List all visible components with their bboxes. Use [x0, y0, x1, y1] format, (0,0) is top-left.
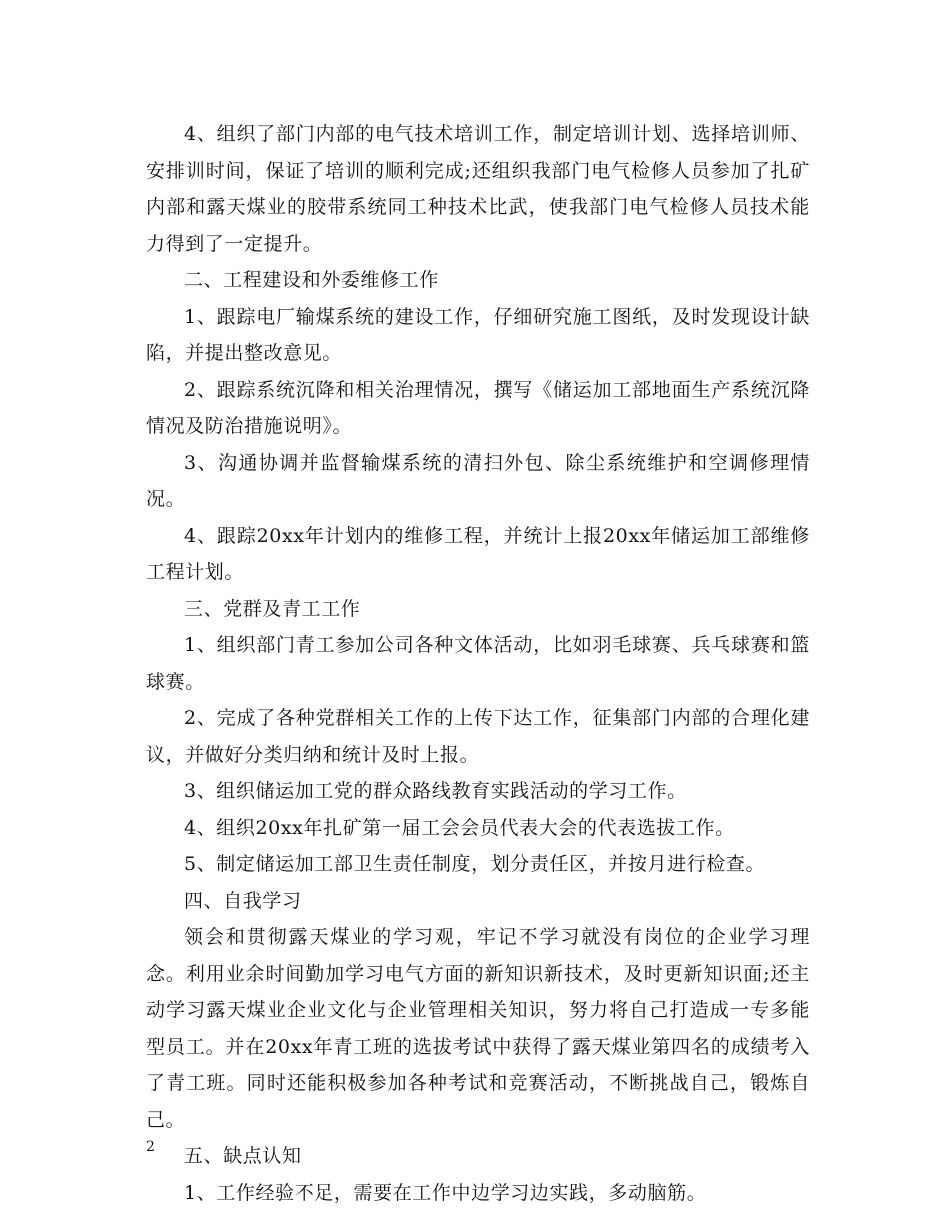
- paragraph-item-4-training: 4、组织了部门内部的电气技术培训工作，制定培训计划、选择培训师、安排训时间，保证了培训的顺利完成;还组织我部门电气检修人员参加了扎矿内部和露天煤业的胶带系统同工种技术比武，使我部门电气检修人员技术能力得到了一定提升。: [146, 123, 810, 255]
- section-heading-self-study: 四、自我学习: [184, 889, 302, 912]
- paragraph-item-1-activities: 1、组织部门青工参加公司各种文体活动，比如羽毛球赛、兵乓球赛和篮球赛。: [146, 634, 810, 693]
- page-body: [146, 116, 810, 1211]
- paragraph-item-5-hygiene: 5、制定储运加工部卫生责任制度，划分责任区，并按月进行检查。: [184, 853, 766, 875]
- paragraph-item-1-experience: 1、工作经验不足，需要在工作中边学习边实践，多动脑筋。: [184, 1181, 707, 1204]
- paragraph-item-3-coordination: 3、沟通协调并监督输煤系统的清扫外包、除尘系统维护和空调修理情况。: [146, 451, 810, 510]
- paragraph-item-2-settlement: 2、跟踪系统沉降和相关治理情况，撰写《储运加工部地面生产系统沉降情况及防治措施说明》。: [146, 378, 810, 437]
- section-heading-engineering: 二、工程建设和外委维修工作: [184, 269, 439, 291]
- paragraph-self-study: 领会和贯彻露天煤业的学习观，牢记不学习就没有岗位的企业学习理念。利用业余时间勤加学习电气方面的新知识新技术，及时更新知识面;还主动学习露天煤业企业文化与企业管理相关知识，努力将自己打造成一专多能型员工。并在20xx年青工班的选拔考试中获得了露天煤业第四名的成绩考入了青工班。同时还能积极参加各种考试和竞赛活动，不断挑战自己，锻炼自己。: [146, 926, 810, 1131]
- section-heading-shortcomings: 五、缺点认知: [184, 1145, 302, 1167]
- section-heading-party-youth: 三、党群及青工工作: [184, 597, 361, 620]
- page-number: 2: [146, 1139, 155, 1155]
- paragraph-item-1-power-plant: 1、跟踪电厂输煤系统的建设工作，仔细研究施工图纸，及时发现设计缺陷，并提出整改意见。: [146, 305, 810, 364]
- paragraph-item-4-maintenance-plan: 4、跟踪20xx年计划内的维修工程，并统计上报20xx年储运加工部维修工程计划。: [146, 524, 810, 583]
- paragraph-item-4-union: 4、组织20xx年扎矿第一届工会会员代表大会的代表选拔工作。: [184, 816, 735, 839]
- paragraph-item-2-party-work: 2、完成了各种党群相关工作的上传下达工作，征集部门内部的合理化建议，并做好分类归纳和统计及时上报。: [146, 707, 810, 766]
- paragraph-item-3-education: 3、组织储运加工党的群众路线教育实践活动的学习工作。: [184, 780, 687, 802]
